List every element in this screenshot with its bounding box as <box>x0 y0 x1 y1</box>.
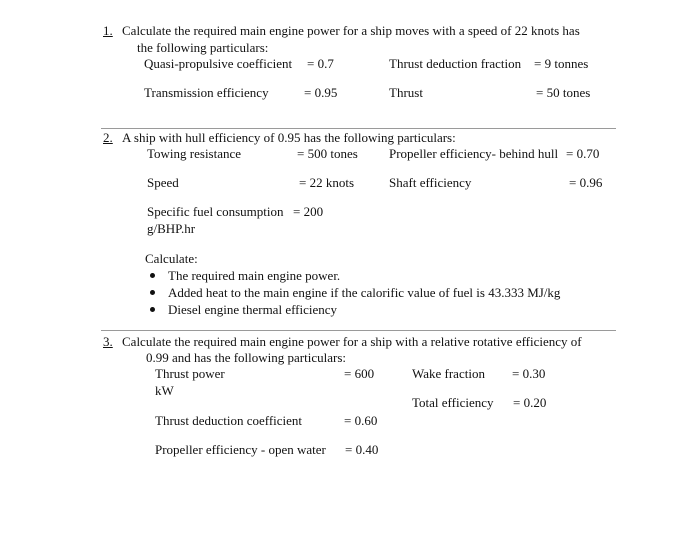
param-label: Wake fraction <box>412 366 485 381</box>
param-value: = 0.30 <box>512 366 546 381</box>
param-label: Quasi-propulsive coefficient <box>144 56 293 71</box>
param-label: Speed <box>147 175 179 190</box>
param-label: Total efficiency <box>412 395 494 410</box>
calculate-label: Calculate: <box>145 251 198 266</box>
param-value: = 0.95 <box>304 85 338 100</box>
param-value: = 0.7 <box>307 56 334 71</box>
question-text: A ship with hull efficiency of 0.95 has the following particulars: <box>122 130 456 145</box>
bullet-icon <box>150 273 155 278</box>
question-text: Calculate the required main engine power for a ship with a relative rotative efficiency of <box>122 334 582 349</box>
param-label: Thrust power <box>155 366 225 381</box>
param-value: = 0.96 <box>569 175 603 190</box>
param-label: Thrust <box>389 85 423 100</box>
question-text-continued: 0.99 and has the following particulars: <box>146 350 347 365</box>
param-value: = 0.20 <box>513 395 547 410</box>
param-label: Propeller efficiency - open water <box>155 442 326 457</box>
question-text-continued: the following particulars: <box>137 40 269 55</box>
task-item: Added heat to the main engine if the calorific value of fuel is 43.333 MJ/kg <box>168 285 561 300</box>
question-number: 2. <box>103 130 113 145</box>
unit-text: kW <box>155 383 174 398</box>
param-value: = 50 tones <box>536 85 591 100</box>
param-label: Shaft efficiency <box>389 175 472 190</box>
param-value: = 0.70 <box>566 146 600 161</box>
bullet-icon <box>150 307 155 312</box>
param-label: Towing resistance <box>147 146 242 161</box>
param-label: Transmission efficiency <box>144 85 269 100</box>
section-divider <box>101 128 616 129</box>
param-label: Propeller efficiency- behind hull <box>389 146 559 161</box>
param-value: = 0.40 <box>345 442 379 457</box>
param-label: Specific fuel consumption <box>147 204 284 219</box>
task-item: Diesel engine thermal efficiency <box>168 302 338 317</box>
param-label: Thrust deduction coefficient <box>155 413 303 428</box>
section-divider <box>101 330 616 331</box>
param-value: = 200 <box>293 204 324 219</box>
unit-text: g/BHP.hr <box>147 221 196 236</box>
param-value: = 600 <box>344 366 375 381</box>
bullet-icon <box>150 290 155 295</box>
param-value: = 22 knots <box>299 175 355 190</box>
param-value: = 0.60 <box>344 413 378 428</box>
task-item: The required main engine power. <box>168 268 341 283</box>
question-number: 1. <box>103 23 113 38</box>
param-label: Thrust deduction fraction <box>389 56 522 71</box>
param-value: = 9 tonnes <box>534 56 589 71</box>
param-value: = 500 tones <box>297 146 358 161</box>
question-number: 3. <box>103 334 113 349</box>
question-text: Calculate the required main engine power for a ship moves with a speed of 22 knots has <box>122 23 580 38</box>
